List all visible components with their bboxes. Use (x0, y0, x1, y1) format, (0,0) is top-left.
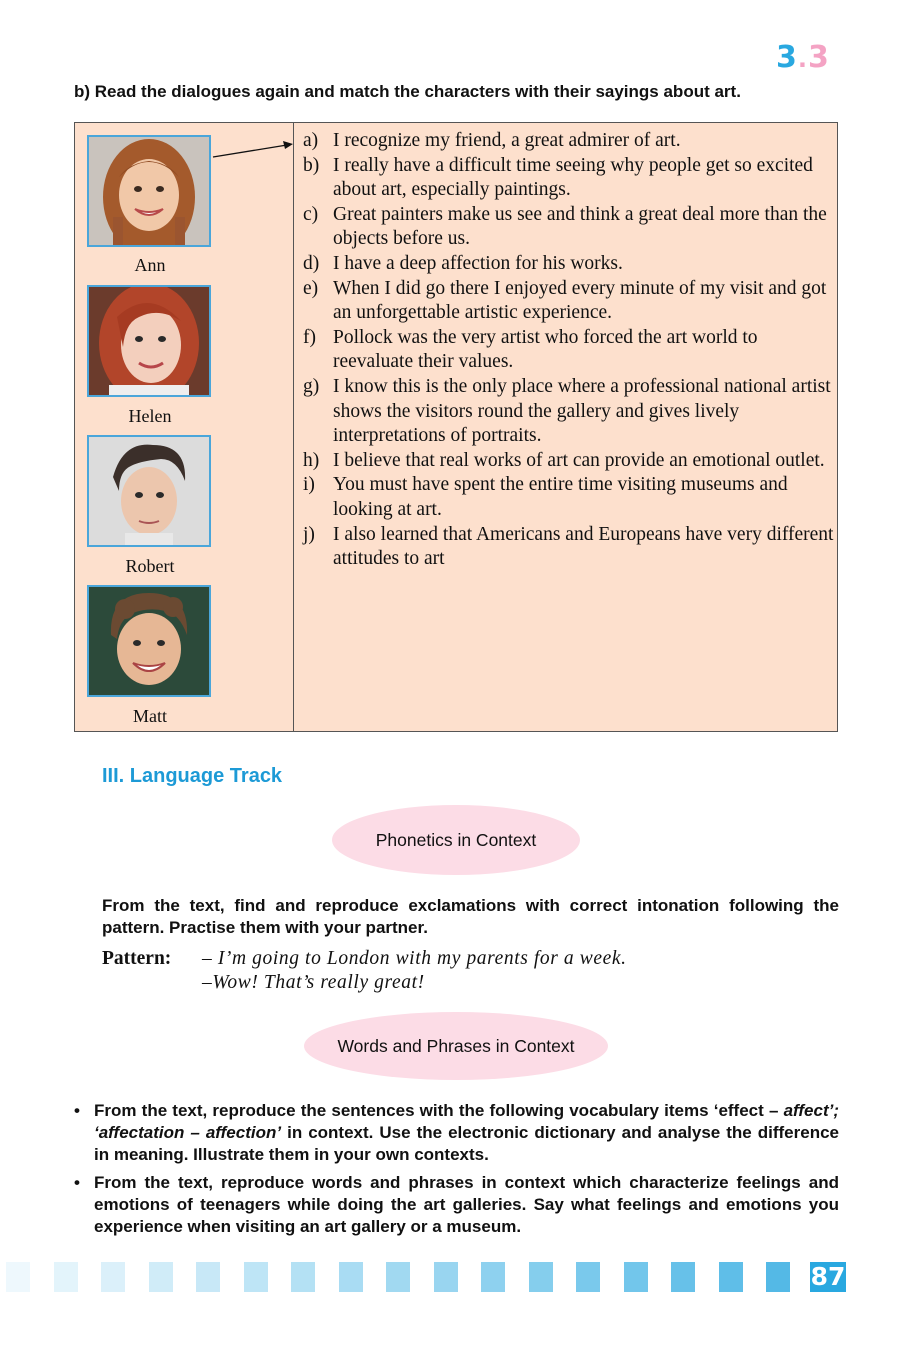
decor-square (624, 1262, 648, 1292)
list-item (303, 277, 838, 326)
photo-helen (87, 285, 211, 397)
photo-robert (87, 435, 211, 547)
list-item (303, 449, 838, 474)
bullet-text: From the text, reproduce words and phrases in context which characterize feelings and emotions of teenagers while doing the art galleries. Say what feelings and emotions you experience when visiting an art gallery or a museum. (94, 1173, 839, 1236)
saying-letter: g) (303, 375, 320, 397)
bullet-icon: • (74, 1101, 80, 1120)
decor-square (576, 1262, 600, 1292)
decor-square (291, 1262, 315, 1292)
photo-matt (87, 585, 211, 697)
portrait-matt-image (89, 587, 209, 695)
unit-number-left: 3 (776, 40, 798, 75)
list-item (74, 1100, 839, 1166)
saying-text: When I did go there I enjoyed every minute of my visit and got an unforgettable artistic experience. (333, 277, 827, 324)
section-title: III. Language Track (102, 765, 283, 787)
sayings-list (303, 129, 838, 572)
portrait-robert-image (89, 437, 209, 545)
unit-badge (776, 40, 830, 75)
decor-square (339, 1262, 363, 1292)
caption-ann: Ann (134, 255, 166, 275)
pattern-label: Pattern: (102, 948, 172, 969)
caption-helen: Helen (128, 406, 172, 426)
decor-square (766, 1262, 790, 1292)
saying-text: I also learned that Americans and Europeans have very different attitudes to art (333, 523, 834, 570)
example-arrow-icon (211, 137, 295, 161)
decor-square (54, 1262, 78, 1292)
decor-square (149, 1262, 173, 1292)
saying-text: Pollock was the very artist who forced the art world to reevaluate their values. (333, 326, 758, 373)
pattern-line-2: –Wow! That’s really great! (202, 972, 425, 993)
footer-decor-strip (0, 1262, 810, 1292)
task-bullets (74, 1100, 839, 1244)
bullet-text-part: in context. Use the electronic dictionary and analyse the difference in meaning. Illustrate them in your own contexts. (94, 1123, 839, 1164)
saying-text: I have a deep affection for his works. (333, 252, 623, 274)
phonetics-heading: Phonetics in Context (332, 805, 580, 875)
saying-letter: c) (303, 203, 319, 225)
decor-square (196, 1262, 220, 1292)
bullet-text (94, 1100, 839, 1166)
list-item (303, 154, 838, 203)
bullet-vocab-items: affect’; ‘affectation – affection’ (94, 1101, 839, 1142)
list-item (303, 473, 838, 522)
words-phrases-heading: Words and Phrases in Context (304, 1012, 608, 1080)
decor-square (6, 1262, 30, 1292)
list-item (74, 1172, 839, 1238)
table-divider (293, 123, 294, 731)
saying-text: You must have spent the entire time visiting museums and looking at art. (333, 474, 788, 520)
saying-letter: i) (303, 474, 315, 496)
portrait-ann-image (89, 137, 209, 245)
task-b-instruction: b) Read the dialogues again and match the characters with their sayings about art. (74, 82, 741, 101)
list-item (303, 129, 838, 154)
decor-square (244, 1262, 268, 1292)
saying-letter: e) (303, 277, 319, 299)
decor-square (386, 1262, 410, 1292)
list-item (303, 252, 838, 277)
unit-dot: . (797, 45, 808, 73)
saying-letter: a) (303, 130, 319, 151)
list-item (303, 375, 838, 449)
decor-square (529, 1262, 553, 1292)
saying-text: I believe that real works of art can provide an emotional outlet. (333, 449, 825, 471)
pattern-line-1: – I’m going to London with my parents for a week. (202, 948, 627, 969)
decor-square (434, 1262, 458, 1292)
list-item (303, 203, 838, 252)
list-item (303, 523, 838, 572)
decor-square (671, 1262, 695, 1292)
decor-square (481, 1262, 505, 1292)
unit-number-right: 3 (808, 40, 830, 75)
saying-letter: b) (303, 154, 320, 176)
matching-table (74, 122, 838, 732)
saying-text: Great painters make us see and think a great deal more than the objects before us. (333, 203, 827, 250)
list-item (303, 326, 838, 375)
saying-text: I really have a difficult time seeing why people get so excited about art, especially paintings. (333, 154, 813, 201)
page-number: 87 (810, 1262, 846, 1291)
bullet-icon: • (74, 1173, 80, 1192)
caption-robert: Robert (125, 556, 175, 576)
phonetics-instruction: From the text, find and reproduce exclamations with correct intonation following the pattern. Practise them with your partner. (102, 896, 839, 937)
saying-letter: d) (303, 252, 320, 274)
saying-text: I recognize my friend, a great admirer of art. (333, 130, 681, 151)
decor-square (101, 1262, 125, 1292)
photo-ann (87, 135, 211, 247)
saying-text: I know this is the only place where a professional national artist shows the visitors round the gallery and gives lively interpretations of portraits. (333, 375, 831, 447)
saying-letter: f) (303, 326, 316, 348)
decor-square (719, 1262, 743, 1292)
bullet-text-part: From the text, reproduce the sentences with the following vocabulary items ‘effect – (94, 1101, 784, 1120)
caption-matt: Matt (133, 706, 167, 726)
saying-letter: j) (303, 523, 315, 545)
saying-letter: h) (303, 449, 320, 471)
portrait-helen-image (89, 287, 209, 395)
